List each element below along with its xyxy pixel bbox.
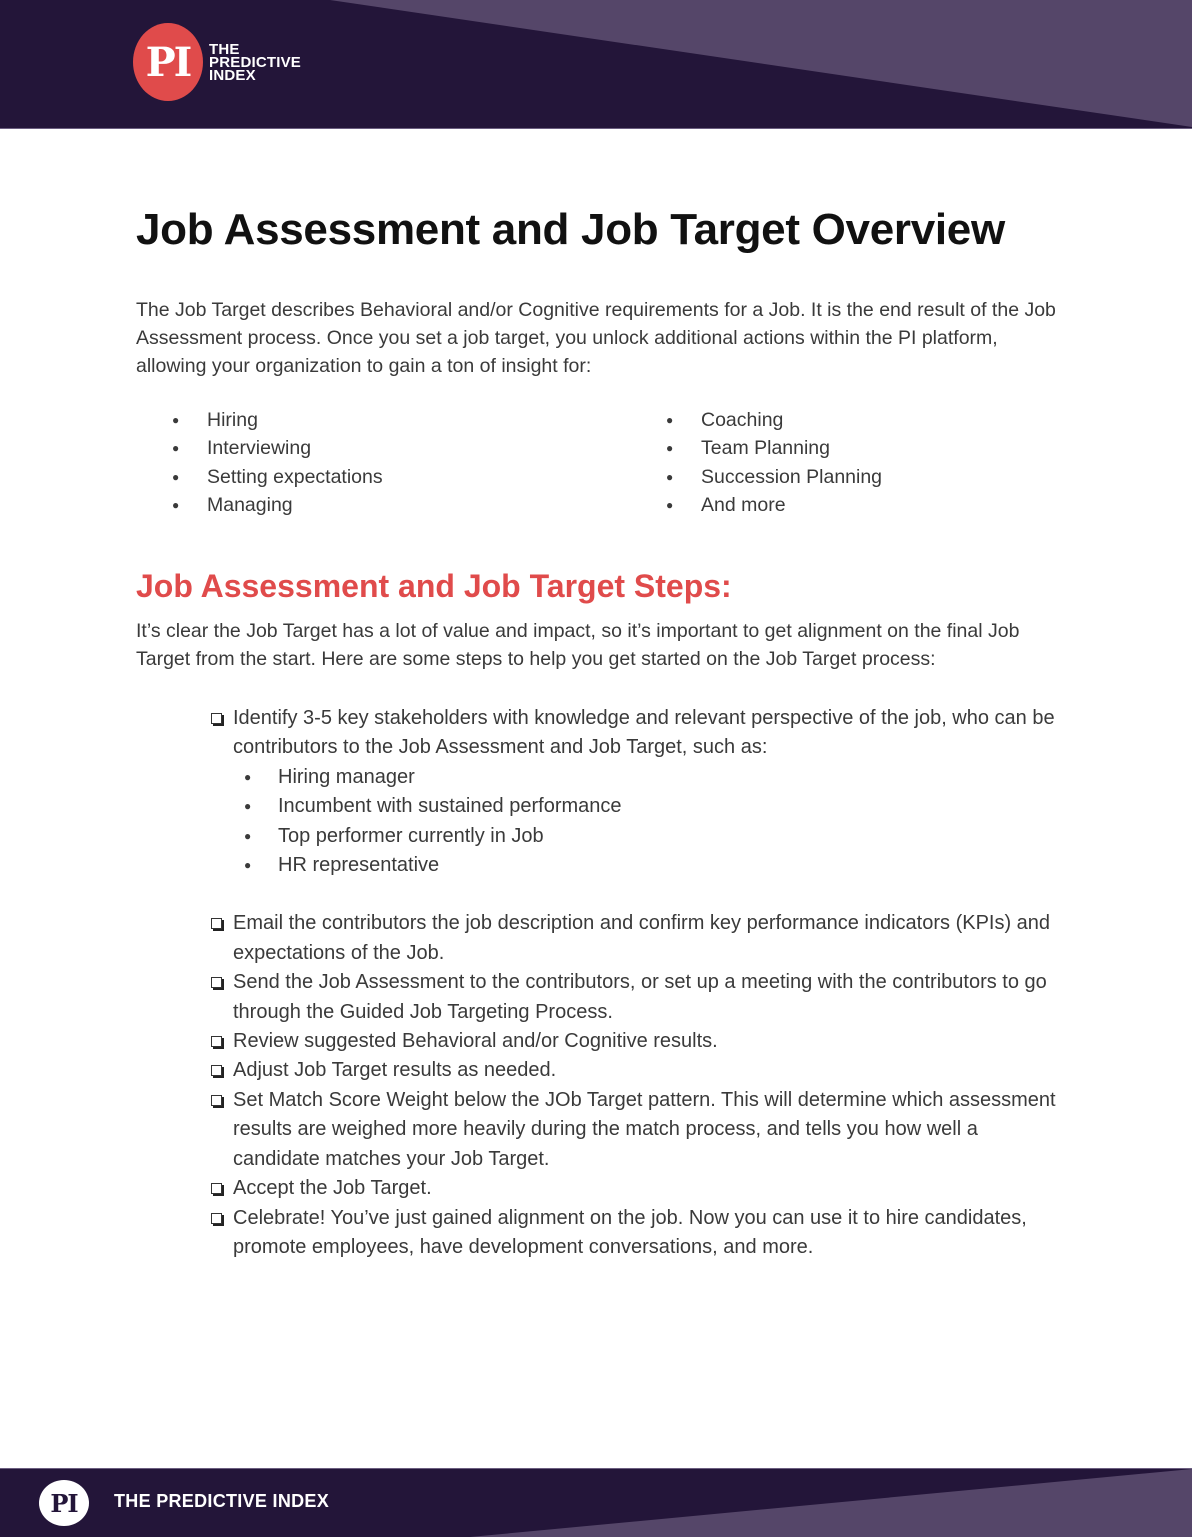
insights-list-right [666,406,882,519]
page-header [0,0,1192,129]
checklist-item [210,968,1060,1027]
list-item: ● Top performer currently in Job [233,822,1060,851]
list-item: ● Hiring [172,406,383,434]
steps-checklist [210,704,1060,1262]
list-item: ● HR representative [233,851,1060,880]
checklist-item-text: Email the contributors the job description and confirm key performance indicators (KPIs) and expectations of the Job. [233,912,1051,964]
checkbox-icon [211,977,222,988]
checklist-item [210,1027,1060,1056]
pi-footer-logo-mark: PI [39,1480,89,1526]
checklist-item [210,1174,1060,1203]
checkbox-icon [211,1213,222,1224]
checklist-item-text: Review suggested Behavioral and/or Cognitive results. [233,1030,718,1053]
intro-paragraph: The Job Target describes Behavioral and/or Cognitive requirements for a Job. It is the end result of the Job Assessment process. Once you set a job target, you unlock additional actions within the PI platform, allowing your organization to gain a ton of insight for: [136,299,1056,377]
insights-list-left [172,406,383,519]
checkbox-icon [211,1183,222,1194]
list-item: ● Team Planning [666,434,882,462]
list-item: ● Interviewing [172,434,383,462]
checklist-item-text: Adjust Job Target results as needed. [233,1059,557,1082]
checkbox-icon [211,1036,222,1047]
checklist-item [210,1086,1060,1174]
list-item: ● Coaching [666,406,882,434]
pi-logo-mark: PI [133,23,203,101]
page-footer [0,1468,1192,1537]
checklist-item [210,1056,1060,1085]
checklist-item-text: Celebrate! You’ve just gained alignment on the job. Now you can use it to hire candidates, promote employees, have development conversations, and more. [233,1206,1027,1258]
checkbox-icon [211,918,222,929]
list-item: ● Managing [172,491,383,519]
list-item: ● Incumbent with sustained performance [233,792,1060,821]
stakeholder-list [233,763,1060,881]
checklist-item [210,704,1060,880]
checklist-item-text: Set Match Score Weight below the JOb Target pattern. This will determine which assessment results are weighed more heavily during the match process, and tells you how well a candidate matches your Job Target. [233,1088,1056,1170]
list-item: ● And more [666,491,882,519]
checklist-item [210,1204,1060,1263]
list-item: ● Setting expectations [172,463,383,491]
page-title: Job Assessment and Job Target Overview [136,205,1005,254]
checklist-item-text: Accept the Job Target. [233,1177,432,1200]
checkbox-icon [211,1095,222,1106]
checklist-item [210,909,1060,968]
checklist-item-text: Identify 3-5 key stakeholders with knowledge and relevant perspective of the job, who can be contributors to the Job Assessment and Job Target, such as: [233,707,1055,759]
checklist-item-text: Send the Job Assessment to the contributors, or set up a meeting with the contributors to go through the Guided Job Targeting Process. [233,971,1047,1023]
checkbox-icon [211,713,222,724]
footer-brand-text: THE PREDICTIVE INDEX [114,1491,330,1511]
list-item: ● Succession Planning [666,463,882,491]
predictive-index-logo [133,23,301,101]
steps-intro-paragraph: It’s clear the Job Target has a lot of value and impact, so it’s important to get alignment on the final Job Target from the start. Here are some steps to help you get started on the Job Target process: [136,620,1020,670]
list-item: ● Hiring manager [233,763,1060,792]
checkbox-icon [211,1065,222,1076]
steps-heading: Job Assessment and Job Target Steps: [136,568,732,604]
logo-wordmark: THE PREDICTIVE INDEX [209,40,302,84]
